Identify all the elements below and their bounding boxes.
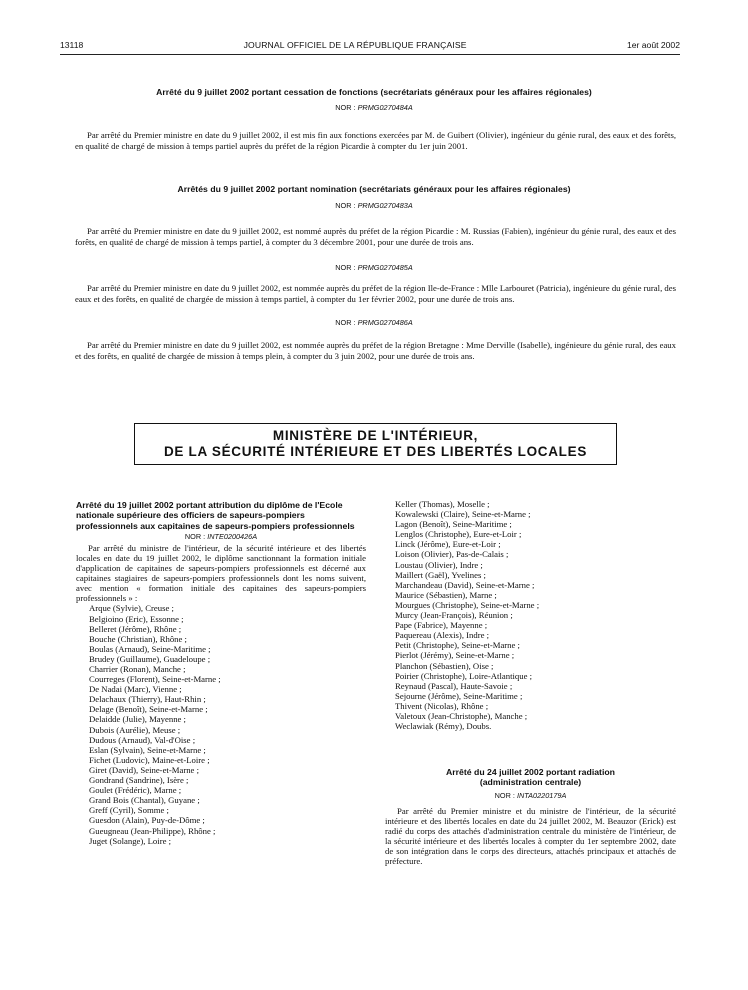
nor-label: NOR :	[335, 103, 356, 112]
recipient-name: Gondrand (Sandrine), Isère ;	[89, 775, 189, 786]
recipient-name: Dudous (Arnaud), Val-d'Oise ;	[89, 734, 196, 745]
section3-text: Par arrêté du ministre de l'intérieur, de la sécurité intérieure et des libertés locales en date du 19 juillet 2002, le diplôme sanctionnant la formation initiale d'application de capitaines de sapeurs-pompiers professionnels est décerné aux capitaines stagiaires de sapeurs-pompiers professionnels dont les noms suivent, avec mention « formation initiale des capitaines des sapeurs-pompiers professionnels » :	[76, 542, 366, 604]
recipient-name: Goulet (Frédéric), Marne ;	[89, 785, 182, 796]
header-rule	[60, 54, 680, 55]
nor-label: NOR :	[335, 201, 356, 210]
left-column	[76, 500, 366, 846]
page-header	[60, 38, 680, 52]
section2-nor-1	[70, 201, 678, 210]
spacer	[385, 731, 676, 767]
recipient-name: Sejourne (Jérôme), Seine-Maritime ;	[395, 690, 523, 701]
nor-label: NOR :	[184, 531, 206, 541]
section1-nor	[70, 103, 678, 112]
recipient-name: Pierlot (Jérémy), Seine-et-Marne ;	[395, 650, 515, 661]
section4-text: Par arrêté du Premier ministre et du ministre de l'intérieur, de la sécurité intérieure et des libertés locales en date du 24 juillet 2002, M. Beauzor (Erick) est radié du corps des attachés d'administration centrale du ministère de l'intérieur, de la sécurité intérieure et des libertés locales à compter du 1er septembre 2002, date de son intégration dans le corps des directeurs, attachés principaux et attachés de préfecture.	[385, 805, 676, 867]
section4-title-line-1: Arrêté du 24 juillet 2002 portant radiation	[446, 767, 615, 778]
recipient-name: Delaidde (Julie), Mayenne ;	[89, 714, 186, 725]
section2-nor-3	[70, 318, 678, 327]
journal-title: JOURNAL OFFICIEL DE LA RÉPUBLIQUE FRANÇAISE	[243, 40, 467, 50]
nor-code: INTA0220179A	[516, 790, 567, 800]
section3-nor	[76, 532, 366, 541]
recipient-name: Greff (Cyril), Somme ;	[89, 805, 169, 816]
recipient-name: Charrier (Ronan), Manche ;	[89, 664, 186, 675]
recipient-name: Loison (Olivier), Pas-de-Calais ;	[395, 549, 509, 560]
recipient-name: Dubois (Aurélie), Meuse ;	[89, 724, 181, 735]
nor-label: NOR :	[335, 263, 356, 272]
nor-label: NOR :	[335, 318, 356, 327]
section2-nor-2	[70, 263, 678, 272]
recipient-name: Reynaud (Pascal), Haute-Savoie ;	[395, 680, 513, 691]
page-number: 13118	[60, 40, 84, 50]
recipient-name: Grand Bois (Chantal), Guyane ;	[89, 795, 200, 806]
section2-title: Arrêtés du 9 juillet 2002 portant nomination (secrétariats généraux pour les affaires régionales)	[177, 184, 571, 194]
recipient-name: Petit (Christophe), Seine-et-Marne ;	[395, 640, 520, 651]
recipient-name: Arque (Sylvie), Creuse ;	[89, 603, 174, 614]
recipient-name: Lagon (Benoît), Seine-Maritime ;	[395, 519, 512, 530]
recipient-name: Giret (David), Seine-et-Marne ;	[89, 764, 199, 775]
recipient-name: De Nadai (Marc), Vienne ;	[89, 684, 182, 695]
nor-code: PRMG0270484A	[357, 103, 413, 112]
nor-code: PRMG0270485A	[357, 263, 413, 272]
recipient-name: Kowalewski (Claire), Seine-et-Marne ;	[395, 509, 531, 520]
recipient-name: Valetoux (Jean-Christophe), Manche ;	[395, 710, 528, 721]
recipient-name: Planchon (Sébastien), Oise ;	[395, 660, 494, 671]
recipient-name: Murcy (Jean-François), Réunion ;	[395, 610, 513, 621]
recipient-name: Belleret (Jérôme), Rhône ;	[89, 623, 182, 634]
recipient-name: Fichet (Ludovic), Maine-et-Loire ;	[89, 754, 210, 765]
section3-title: Arrêté du 19 juillet 2002 portant attribution du diplôme de l'Ecole nationale supérieure des officiers de sapeurs-pompiers professionnels aux capitaines de sapeurs-pompiers professionnels	[76, 500, 355, 531]
recipients-list-left	[76, 603, 366, 845]
ministry-banner	[134, 423, 617, 465]
section2-text-3: Par arrêté du Premier ministre en date du 9 juillet 2002, est nommée auprès du préfet de la région Bretagne : Mme Derville (Isabelle), ingénieure du génie rural, des eaux et des forêts, en qualité de chargée de mission à temps plein, à compter du 3 juin 2002, pour une durée de trois ans.	[75, 340, 676, 361]
ministry-line-2: DE LA SÉCURITÉ INTÉRIEURE ET DES LIBERTÉS LOCALES	[163, 444, 588, 459]
section1-title: Arrêté du 9 juillet 2002 portant cessation de fonctions (secrétariats généraux pour les affaires régionales)	[156, 87, 592, 97]
nor-code: INTE0200426A	[207, 531, 258, 541]
recipient-name: Courreges (Florent), Seine-et-Marne ;	[89, 674, 221, 685]
recipient-name: Belgioino (Eric), Essonne ;	[89, 613, 184, 624]
recipient-name: Boulas (Arnaud), Seine-Maritime ;	[89, 643, 211, 654]
section4-nor	[385, 791, 676, 800]
recipient-name: Delachaux (Thierry), Haut-Rhin ;	[89, 694, 206, 705]
ministry-line-1: MINISTÈRE DE L'INTÉRIEUR,	[272, 427, 479, 443]
recipient-name: Keller (Thomas), Moselle ;	[395, 499, 490, 509]
section4-title-line-2: (administration centrale)	[479, 777, 582, 788]
recipient-name: Brudey (Guillaume), Guadeloupe ;	[89, 653, 211, 664]
recipient-name: Eslan (Sylvain), Seine-et-Marne ;	[89, 744, 206, 755]
recipient-name: Loustau (Olivier), Indre ;	[395, 559, 483, 570]
issue-date: 1er août 2002	[626, 40, 680, 50]
nor-label: NOR :	[494, 790, 515, 800]
recipient-name: Pape (Fabrice), Mayenne ;	[395, 620, 488, 631]
nor-code: PRMG0270483A	[357, 201, 413, 210]
recipient-name: Lenglos (Christophe), Eure-et-Loir ;	[395, 529, 522, 540]
recipient-name: Guesdon (Alain), Puy-de-Dôme ;	[89, 815, 205, 826]
recipient-name: Marchandeau (David), Seine-et-Marne ;	[395, 579, 535, 590]
recipient-name: Delage (Benoît), Seine-et-Marne ;	[89, 704, 208, 715]
recipients-list-right	[385, 499, 676, 731]
recipient-name: Thivent (Nicolas), Rhône ;	[395, 700, 489, 711]
recipient-name: Poirier (Christophe), Loire-Atlantique ;	[395, 670, 533, 681]
recipient-name: Bouche (Christian), Rhône ;	[89, 633, 187, 644]
recipient-name: Maillert (Gaël), Yvelines ;	[395, 569, 486, 580]
section2-text-1: Par arrêté du Premier ministre en date du 9 juillet 2002, est nommé auprès du préfet de la région Picardie : M. Russias (Fabien), ingénieur du génie rural, des eaux et des forêts, en qualité de chargé de mission à temps partiel, à compter du 3 décembre 2001, pour une durée de trois ans.	[75, 226, 676, 247]
section1-text: Par arrêté du Premier ministre en date du 9 juillet 2002, il est mis fin aux fonctions exercées par M. de Guibert (Olivier), ingénieur du génie rural, des eaux et des forêts, en qualité de chargé de mission à temps partiel auprès du préfet de la région Picardie à compter du 1er juin 2001.	[75, 130, 676, 151]
recipient-name: Juget (Solange), Loire ;	[89, 835, 172, 846]
recipient-name: Paquereau (Alexis), Indre ;	[395, 630, 490, 641]
recipient-name: Gueugneau (Jean-Philippe), Rhône ;	[89, 825, 216, 836]
section2-text-2: Par arrêté du Premier ministre en date du 9 juillet 2002, est nommée auprès du préfet de la région Ile-de-France : Mlle Larbouret (Patricia), ingénieure du génie rural, des eaux et des forêts, en qualité de chargée de mission à temps partiel, à compter du 1er février 2002, pour une durée de trois ans.	[75, 283, 676, 304]
recipient-name: Linck (Jérôme), Eure-et-Loir ;	[395, 539, 501, 550]
nor-code: PRMG0270486A	[357, 318, 413, 327]
recipient-name: Weclawiak (Rémy), Doubs.	[395, 721, 492, 732]
right-column	[385, 499, 676, 866]
recipient-name: Maurice (Sébastien), Marne ;	[395, 589, 497, 600]
recipient-name: Mourgues (Christophe), Seine-et-Marne ;	[395, 599, 540, 610]
